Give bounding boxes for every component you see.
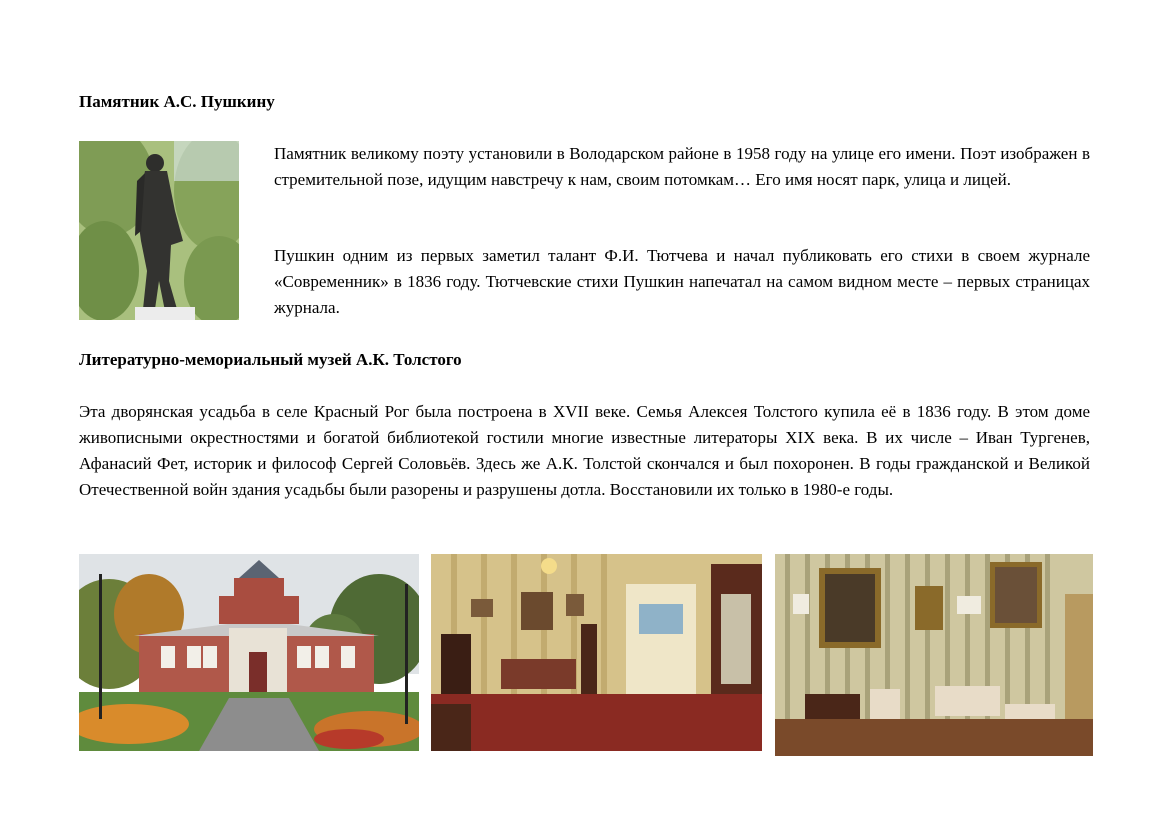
section-title-pushkin: Памятник А.С. Пушкину (79, 92, 275, 111)
estate-exterior-photo (79, 554, 419, 751)
museum-interior-photo-1 (431, 554, 762, 751)
pushkin-paragraph-1: Памятник великому поэту установили в Володарском районе в 1958 году на улице его имени. Поэт изображен в стремительной позе, идущим навстречу к нам, своим потомкам… Его имя носят парк, улица и лицей. (274, 144, 1090, 189)
museum-interior-photo-2 (775, 554, 1093, 756)
pushkin-paragraph-2: Пушкин одним из первых заметил талант Ф.И. Тютчева и начал публиковать его стихи в своем журнале «Современник» в 1836 году. Тютчевские стихи Пушкин напечатал на самом видном месте – первых страницах журнала. (274, 246, 1090, 317)
tolstoy-museum-paragraph: Эта дворянская усадьба в селе Красный Рог была построена в XVII веке. Семья Алексея Толстого купила её в 1836 году. В этом доме живописными окрестностями и богатой библиотекой гостили многие известные литераторы XIX века. В их числе – Иван Тургенев, Афанасий Фет, историк и философ Сергей Соловьёв. Здесь же А.К. Толстой скончался и был похоронен. В годы гражданской и Великой Отечественной войн здания усадьбы были разорены и разрушены дотла. Восстановили их только в 1980-е годы. (79, 402, 1090, 499)
pushkin-monument-photo (79, 141, 239, 320)
section-title-tolstoy-museum: Литературно-мемориальный музей А.К. Толстого (79, 350, 462, 369)
